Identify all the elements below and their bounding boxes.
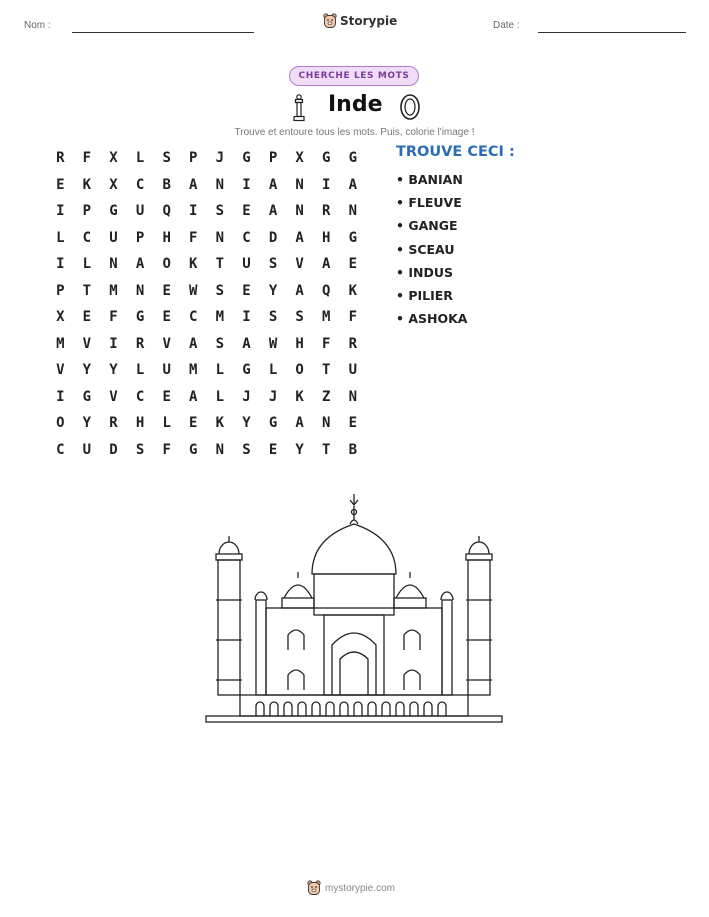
- title-row: [288, 92, 428, 122]
- side-pillar: [442, 600, 452, 695]
- grid-letter: Q: [322, 282, 331, 299]
- grid-letter: S: [162, 150, 171, 167]
- grid-letter: T: [82, 282, 92, 299]
- grid-letter: L: [215, 388, 225, 405]
- diya-lamp-icon: [398, 93, 422, 121]
- grid-letter: P: [135, 229, 145, 246]
- grid-letter: L: [135, 150, 145, 167]
- name-label: Nom :: [24, 20, 51, 31]
- grid-letter: U: [135, 203, 145, 220]
- grid-letter: J: [242, 388, 251, 405]
- grid-letter: X: [295, 150, 304, 167]
- grid-letter: E: [162, 388, 171, 405]
- grid-letter: S: [268, 256, 278, 273]
- grid-letter: A: [268, 176, 278, 193]
- grid-letter: S: [268, 309, 278, 326]
- grid-letter: U: [109, 229, 118, 246]
- grid-letter: S: [295, 309, 304, 326]
- grid-letter: C: [56, 441, 65, 458]
- grid-letter: M: [215, 309, 225, 326]
- grid-letter: S: [242, 441, 251, 458]
- brand-name: Storypie: [340, 14, 398, 28]
- grid-letter: R: [348, 335, 358, 352]
- grid-row: [47, 251, 366, 278]
- grid-letter: L: [268, 362, 278, 379]
- grid-letter: G: [348, 229, 358, 246]
- grid-letter: N: [135, 282, 145, 299]
- grid-letter: F: [189, 229, 198, 246]
- grid-letter: A: [189, 388, 198, 405]
- bear-logo-icon: [307, 880, 321, 896]
- grid-letter: Y: [82, 415, 92, 432]
- grid-letter: O: [295, 362, 304, 379]
- grid-letter: K: [295, 388, 304, 405]
- grid-letter: E: [242, 203, 251, 220]
- grid-letter: N: [295, 203, 304, 220]
- grid-letter: N: [295, 176, 304, 193]
- word-item: • SCEAU: [396, 241, 455, 257]
- grid-letter: V: [56, 362, 65, 379]
- grid-letter: E: [189, 415, 198, 432]
- grid-row: [47, 437, 366, 464]
- grid-letter: A: [322, 256, 331, 273]
- grid-letter: R: [109, 415, 118, 432]
- grid-row: [47, 198, 366, 225]
- grid-letter: Y: [109, 362, 118, 379]
- grid-letter: D: [109, 441, 118, 458]
- grid-letter: S: [215, 282, 225, 299]
- word-item: • BANIAN: [396, 172, 463, 187]
- grid-letter: P: [189, 150, 198, 167]
- grid-letter: R: [135, 335, 145, 352]
- small-domes: [282, 572, 426, 608]
- grid-letter: L: [82, 256, 92, 273]
- side-arches: [288, 630, 420, 690]
- grid-letter: L: [56, 229, 65, 246]
- grid-letter: C: [82, 229, 92, 246]
- grid-row: [47, 225, 366, 252]
- ashoka-pillar-icon: [292, 94, 306, 122]
- instructions: Trouve et entoure tous les mots. Puis, colorie l'image !: [234, 127, 475, 138]
- grid-letter: E: [82, 309, 92, 326]
- grid-letter: U: [162, 362, 171, 379]
- grid-letter: G: [135, 309, 145, 326]
- grid-letter: J: [268, 388, 278, 405]
- grid-letter: G: [242, 362, 251, 379]
- grid-letter: H: [295, 335, 304, 352]
- grid-letter: R: [322, 203, 331, 220]
- grid-letter: A: [135, 256, 145, 273]
- grid-letter: R: [56, 150, 65, 167]
- grid-letter: T: [215, 256, 225, 273]
- grid-letter: X: [109, 150, 118, 167]
- grid-letter: E: [162, 309, 171, 326]
- grid-letter: N: [348, 203, 358, 220]
- grid-letter: Z: [322, 388, 331, 405]
- grid-letter: G: [109, 203, 118, 220]
- grid-letter: B: [162, 176, 171, 193]
- grid-letter: S: [215, 203, 225, 220]
- grid-letter: X: [56, 309, 65, 326]
- bear-logo-icon: [323, 13, 337, 29]
- grid-letter: I: [242, 309, 251, 326]
- right-minaret: [466, 536, 492, 695]
- grid-row: [47, 384, 366, 411]
- word-item: • FLEUVE: [396, 195, 462, 211]
- word-item: • GANGE: [396, 218, 458, 234]
- grid-letter: E: [242, 282, 251, 299]
- grid-letter: M: [56, 335, 65, 352]
- grid-letter: G: [348, 150, 358, 167]
- grid-letter: A: [242, 335, 251, 352]
- grid-letter: F: [162, 441, 171, 458]
- grid-letter: N: [215, 176, 225, 193]
- grid-letter: E: [56, 176, 65, 193]
- grid-letter: E: [348, 415, 358, 432]
- grid-letter: L: [215, 362, 225, 379]
- grid-letter: H: [135, 415, 145, 432]
- side-pillar: [256, 600, 266, 695]
- word-list: [396, 144, 515, 330]
- grid-letter: N: [109, 256, 118, 273]
- grid-row: [47, 304, 366, 331]
- grid-letter: I: [56, 256, 65, 273]
- grid-letter: F: [322, 335, 331, 352]
- platform-base: [206, 716, 502, 722]
- left-minaret: [216, 536, 242, 695]
- grid-letter: A: [189, 176, 198, 193]
- grid-letter: I: [242, 176, 251, 193]
- grid-letter: C: [135, 388, 145, 405]
- grid-letter: V: [109, 388, 118, 405]
- grid-letter: V: [82, 335, 92, 352]
- grid-letter: T: [322, 362, 331, 379]
- grid-letter: Y: [268, 282, 278, 299]
- grid-letter: X: [109, 176, 118, 193]
- grid-letter: E: [268, 441, 278, 458]
- grid-letter: K: [189, 256, 198, 273]
- grid-letter: A: [348, 176, 358, 193]
- grid-letter: T: [322, 441, 331, 458]
- grid-letter: V: [295, 256, 304, 273]
- central-iwan: [324, 615, 384, 695]
- grid-letter: N: [215, 441, 225, 458]
- word-list-title: TROUVE CECI :: [396, 144, 515, 160]
- grid-letter: Y: [295, 441, 304, 458]
- category-badge: CHERCHE LES MOTS: [289, 66, 419, 86]
- grid-letter: C: [189, 309, 198, 326]
- grid-letter: N: [348, 388, 358, 405]
- taj-mahal-illustration: [200, 490, 510, 730]
- grid-letter: M: [322, 309, 331, 326]
- word-item: • INDUS: [396, 264, 453, 280]
- grid-letter: G: [268, 415, 278, 432]
- grid-letter: G: [322, 150, 331, 167]
- grid-letter: Y: [242, 415, 251, 432]
- grid-letter: H: [322, 229, 331, 246]
- grid-letter: Y: [82, 362, 92, 379]
- grid-letter: I: [109, 335, 118, 352]
- grid-letter: N: [215, 229, 225, 246]
- grid-letter: I: [189, 203, 198, 220]
- grid-letter: K: [82, 176, 92, 193]
- grid-letter: P: [268, 150, 278, 167]
- grid-letter: J: [215, 150, 225, 167]
- footer-url: mystorypie.com: [325, 882, 396, 894]
- grid-letter: A: [189, 335, 198, 352]
- grid-row: [47, 278, 366, 305]
- grid-letter: E: [162, 282, 171, 299]
- grid-letter: F: [348, 309, 358, 326]
- date-label: Date :: [493, 20, 520, 31]
- grid-letter: M: [109, 282, 118, 299]
- grid-letter: F: [109, 309, 118, 326]
- grid-letter: V: [162, 335, 171, 352]
- grid-letter: A: [295, 282, 304, 299]
- word-item: • ASHOKA: [396, 311, 468, 327]
- footer: [307, 880, 395, 896]
- grid-letter: P: [82, 203, 92, 220]
- grid-letter: U: [242, 256, 251, 273]
- grid-letter: M: [189, 362, 198, 379]
- word-search-grid: [47, 145, 366, 463]
- grid-row: [47, 172, 366, 199]
- grid-letter: U: [348, 362, 358, 379]
- grid-letter: B: [348, 441, 358, 458]
- grid-letter: I: [56, 388, 65, 405]
- grid-letter: P: [56, 282, 65, 299]
- page-title: Inde: [328, 92, 383, 117]
- grid-row: [47, 331, 366, 358]
- grid-letter: Q: [162, 203, 171, 220]
- grid-row: [47, 410, 366, 437]
- grid-letter: K: [215, 415, 225, 432]
- main-dome: [312, 494, 396, 615]
- grid-letter: I: [56, 203, 65, 220]
- plinth-arches: [256, 702, 446, 716]
- grid-letter: K: [348, 282, 358, 299]
- grid-letter: H: [162, 229, 171, 246]
- grid-letter: S: [215, 335, 225, 352]
- grid-letter: F: [82, 150, 92, 167]
- grid-letter: D: [268, 229, 278, 246]
- grid-letter: L: [135, 362, 145, 379]
- grid-letter: G: [82, 388, 92, 405]
- date-line: [538, 32, 686, 33]
- grid-letter: C: [135, 176, 145, 193]
- grid-letter: N: [322, 415, 331, 432]
- grid-letter: G: [189, 441, 198, 458]
- grid-letter: A: [268, 203, 278, 220]
- grid-letter: W: [189, 282, 198, 299]
- grid-letter: O: [162, 256, 171, 273]
- grid-letter: G: [242, 150, 251, 167]
- grid-letter: I: [322, 176, 331, 193]
- grid-row: [47, 145, 366, 172]
- grid-letter: A: [295, 229, 304, 246]
- grid-letter: L: [162, 415, 171, 432]
- word-item: • PILIER: [396, 287, 453, 303]
- grid-row: [47, 357, 366, 384]
- grid-letter: A: [295, 415, 304, 432]
- grid-letter: E: [348, 256, 358, 273]
- grid-letter: S: [135, 441, 145, 458]
- grid-letter: U: [82, 441, 92, 458]
- name-line: [72, 32, 254, 33]
- grid-letter: O: [56, 415, 65, 432]
- grid-letter: W: [268, 335, 278, 352]
- grid-letter: C: [242, 229, 251, 246]
- brand-logo: [323, 13, 397, 29]
